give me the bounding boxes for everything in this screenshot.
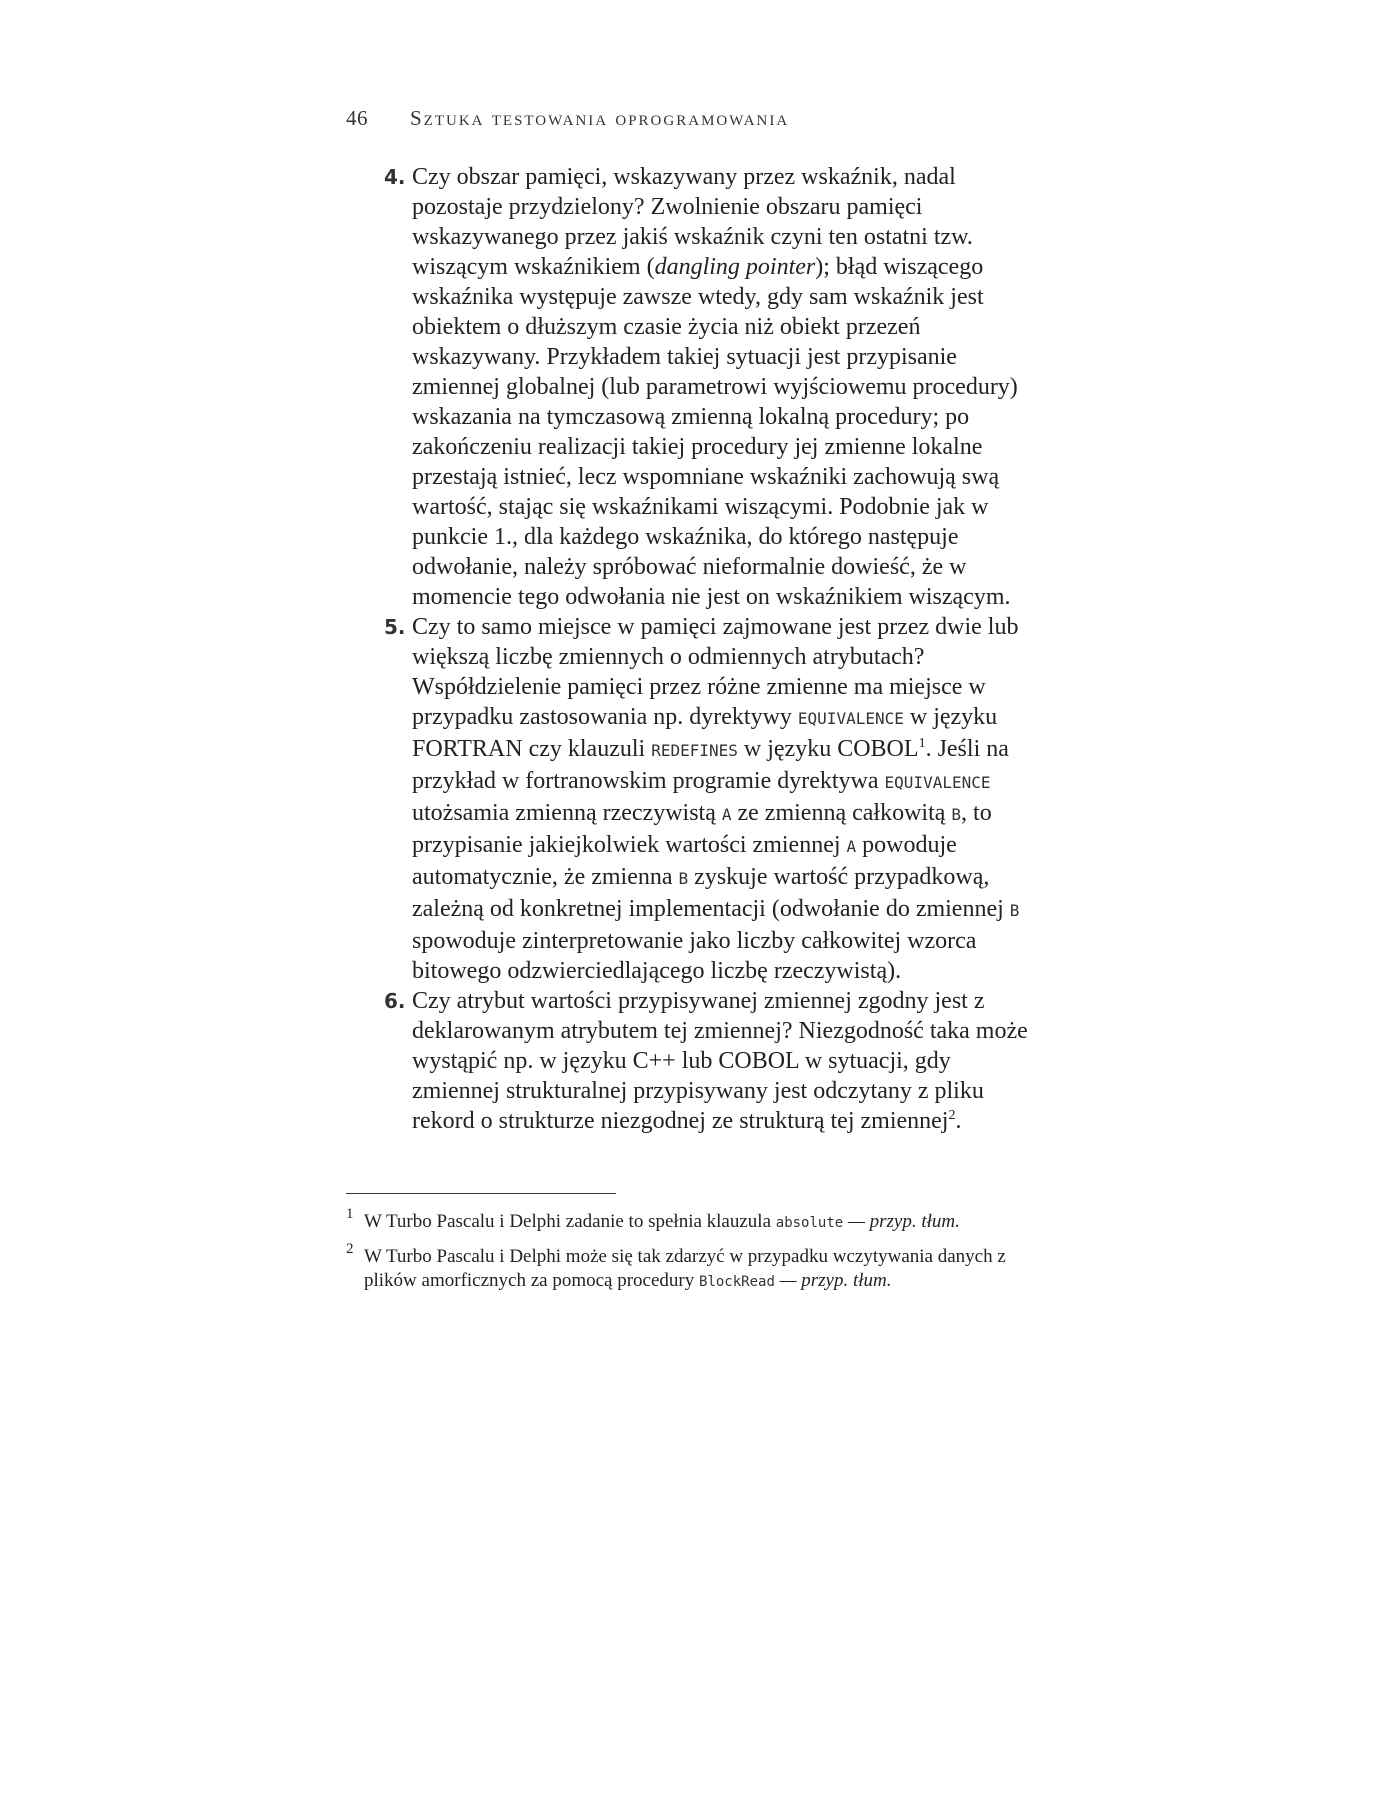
list-text: Czy atrybut wartości przypisywanej zmiennej zgodny jest z deklarowanym atrybutem tej zmiennej? Niezgodność taka może wystąpić np. w języku C++ lub COBOL w sytuacji, gdy zmiennej strukturalnej przypisywany jest odczytany z pliku rekord o strukturze niezgodnej ze strukturą tej zmiennej$^2$.: [412, 988, 1028, 1134]
code-variable: B: [951, 805, 962, 824]
footnote-divider: [346, 1193, 616, 1194]
footnote-marker: 1: [346, 1206, 354, 1222]
list-item-6: [384, 986, 1034, 1136]
code-keyword: absolute: [775, 1215, 844, 1231]
code-variable: A: [721, 805, 732, 824]
list-item-5: [384, 612, 1034, 986]
emphasis-term: dangling pointer: [654, 254, 816, 280]
list-item-4: [384, 162, 1034, 612]
code-keyword: REDEFINES: [651, 741, 738, 760]
running-title: Sztuka testowania oprogramowania: [410, 106, 790, 130]
page-number: 46: [346, 106, 368, 130]
code-keyword: BlockRead: [699, 1274, 775, 1290]
code-variable: B: [678, 869, 689, 888]
code-keyword: EQUIVALENCE: [797, 709, 904, 728]
main-text: [384, 162, 1034, 1136]
translator-note: — przyp. tłum.: [843, 1211, 960, 1232]
footnotes: [346, 1206, 1036, 1304]
footnote-1: 1 W Turbo Pascalu i Delphi zadanie to spełnia klauzula absolute — przyp. tłum.: [346, 1210, 1036, 1235]
list-number: 5.: [384, 615, 406, 639]
code-variable: B: [1009, 901, 1020, 920]
list-text: Czy obszar pamięci, wskazywany przez wskaźnik, nadal pozostaje przydzielony? Zwolnienie obszaru pamięci wskazywanego przez jakiś wskaźnik czyni ten ostatni tzw. wiszącym wskaźnikiem (dangling pointer); błąd wiszącego wskaźnika występuje zawsze wtedy, gdy sam wskaźnik jest obiektem o dłuższym czasie życia niż obiekt przezeń wskazywany. Przykładem takiej sytuacji jest przypisanie zmiennej globalnej (lub parametrowi wyjściowemu procedury) wskazania na tymczasową zmienną lokalną procedury; po zakończeniu realizacji takiej procedury jej zmienne lokalne przestają istnieć, lecz wspomniane wskaźniki zachowują swą wartość, stając się wskaźnikami wiszącymi. Podobnie jak w punkcie 1., dla każdego wskaźnika, do którego następuje odwołanie, należy spróbować nieformalnie dowieść, że w momencie tego odwołania nie jest on wskaźnikiem wiszącym.: [412, 164, 1018, 610]
list-text: Czy to samo miejsce w pamięci zajmowane jest przez dwie lub większą liczbę zmiennych o odmiennych atrybutach? Współdzielenie pamięci przez różne zmienne ma miejsce w przypadku zastosowania np. dyrektywy EQUIVALENCE w języku FORTRAN czy klauzuli REDEFINES w języku COBOL$^1$. Jeśli na przykład w fortranowskim programie dyrektywa EQUIVALENCE utożsamia zmienną rzeczywistą A ze zmienną całkowitą B, to przypisanie jakiejkolwiek wartości zmiennej A powoduje automatycznie, że zmienna B zyskuje wartość przypadkową, zależną od konkretnej implementacji (odwołanie do zmiennej B spowoduje zinterpretowanie jako liczby całkowitej wzorca bitowego odzwierciedlającego liczbę rzeczywistą).: [412, 614, 1020, 984]
translator-note: — przyp. tłum.: [774, 1270, 892, 1291]
list-number: 4.: [384, 165, 406, 189]
running-header: [346, 106, 789, 131]
footnote-marker: 2: [346, 1241, 354, 1257]
footnote-ref-2[interactable]: 2: [948, 1108, 956, 1123]
list-number: 6.: [384, 989, 406, 1013]
footnote-2: 2 W Turbo Pascalu i Delphi może się tak zdarzyć w przypadku wczytywania danych z plików amorficznych za pomocą procedury BlockRead — przyp. tłum.: [346, 1245, 1036, 1294]
code-variable: A: [846, 837, 857, 856]
code-keyword: EQUIVALENCE: [884, 773, 991, 792]
footnote-ref-1[interactable]: 1: [918, 736, 926, 751]
